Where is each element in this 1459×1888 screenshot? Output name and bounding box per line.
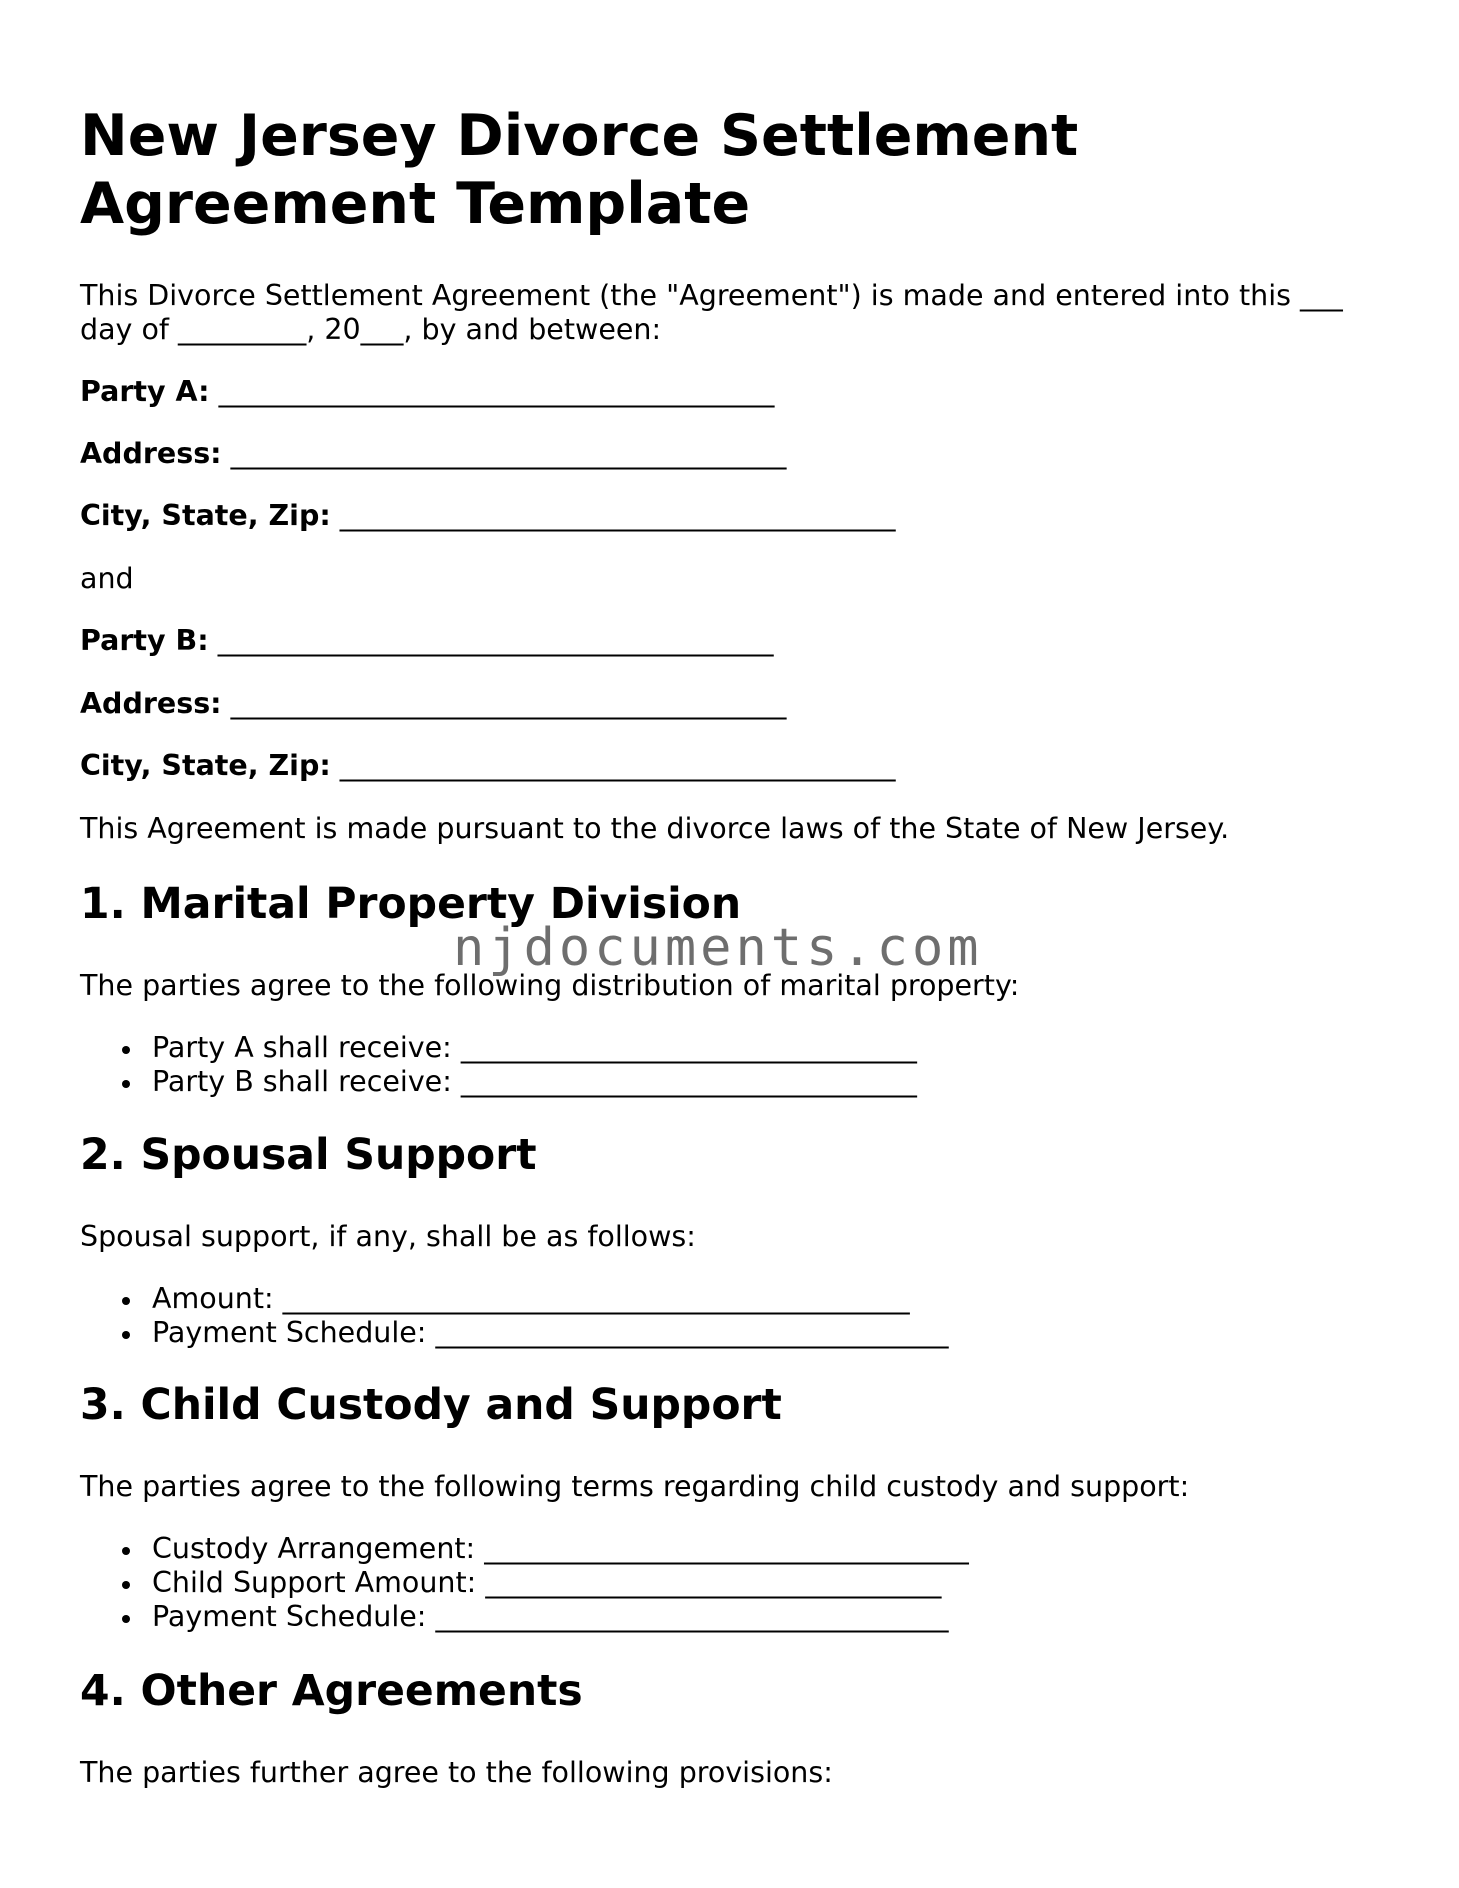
section-text-other-agreements: The parties further agree to the following provisions: [80, 1756, 833, 1789]
section-heading-marital-property: 1. Marital Property Division [80, 880, 742, 929]
list-item[interactable]: Party A shall receive: ________________________________ [80, 1031, 917, 1065]
list-item[interactable]: Payment Schedule: ____________________________________ [80, 1600, 969, 1634]
document-title: New Jersey Divorce Settlement Agreement Template [80, 103, 1079, 237]
list-item[interactable]: Child Support Amount: ________________________________ [80, 1566, 969, 1600]
child-custody-list [80, 1532, 969, 1634]
party-b-city-field[interactable] [80, 749, 896, 783]
party-a-name-label: Party A: [80, 375, 210, 408]
pursuant-text: This Agreement is made pursuant to the divorce laws of the State of New Jersey. [80, 812, 1230, 845]
party-b-name-label: Party B: [80, 624, 209, 657]
party-b-address-label: Address: [80, 687, 222, 720]
list-item[interactable]: Amount: ____________________________________________ [80, 1282, 948, 1316]
party-b-name-blank[interactable]: _______________________________________ [208, 624, 774, 657]
party-b-name-field[interactable] [80, 624, 773, 658]
section-heading-other-agreements: 4. Other Agreements [80, 1667, 583, 1716]
party-a-address-blank[interactable]: _______________________________________ [221, 437, 787, 470]
party-a-name-blank[interactable]: _______________________________________ [209, 375, 775, 408]
party-b-city-blank[interactable]: _______________________________________ [330, 749, 896, 782]
list-item[interactable]: Party B shall receive: ________________________________ [80, 1065, 917, 1099]
list-item[interactable]: Payment Schedule: ____________________________________ [80, 1316, 948, 1350]
marital-property-list [80, 1031, 917, 1099]
party-a-city-blank[interactable]: _______________________________________ [330, 499, 896, 532]
party-a-city-field[interactable] [80, 499, 896, 533]
intro-line-1: This Divorce Settlement Agreement (the "Agreement") is made and entered into this ___ [80, 279, 1343, 312]
party-a-city-label: City, State, Zip: [80, 499, 331, 532]
spousal-support-list [80, 1282, 948, 1350]
watermark: njdocuments.com [453, 918, 983, 978]
list-item[interactable]: Custody Arrangement: __________________________________ [80, 1532, 969, 1566]
party-a-name-field[interactable] [80, 375, 774, 409]
section-heading-spousal-support: 2. Spousal Support [80, 1131, 537, 1180]
party-b-city-label: City, State, Zip: [80, 749, 331, 782]
party-a-address-field[interactable] [80, 437, 786, 471]
party-b-address-blank[interactable]: _______________________________________ [221, 687, 787, 720]
intro-line-2: day of _________, 20___, by and between: [80, 313, 662, 346]
section-text-spousal-support: Spousal support, if any, shall be as follows: [80, 1220, 696, 1253]
party-b-address-field[interactable] [80, 687, 786, 721]
and-text: and [80, 562, 134, 595]
section-text-child-custody: The parties agree to the following terms regarding child custody and support: [80, 1470, 1190, 1503]
section-heading-child-custody: 3. Child Custody and Support [80, 1381, 782, 1430]
section-text-marital-property: The parties agree to the following distribution of marital property: [80, 969, 1020, 1002]
party-a-address-label: Address: [80, 437, 222, 470]
